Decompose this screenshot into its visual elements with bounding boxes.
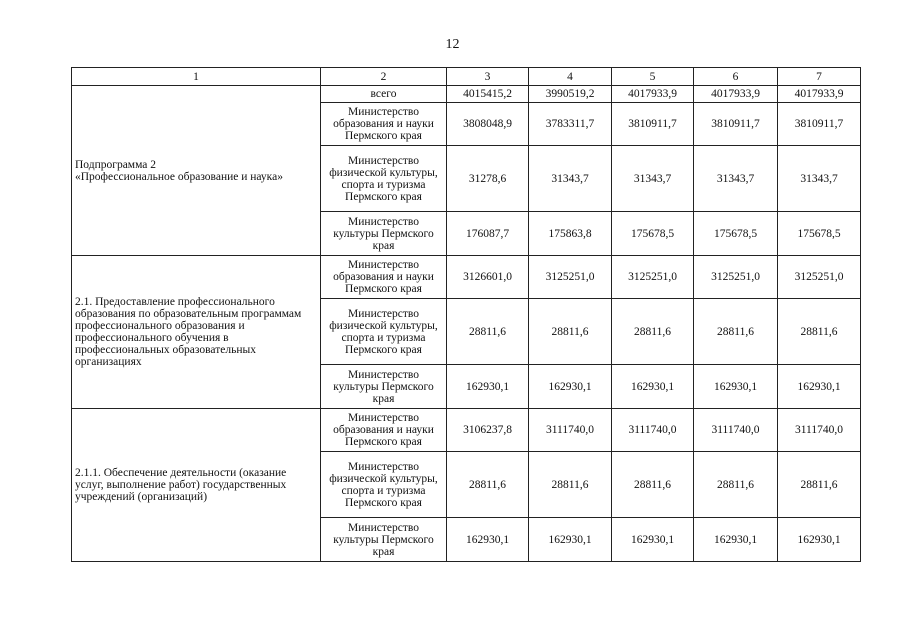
executor-cell: Министерство образования и науки Пермского края [321, 409, 447, 452]
table-row [72, 86, 861, 103]
value-cell: 28811,6 [612, 299, 694, 365]
header-row [72, 68, 861, 86]
value-cell: 28811,6 [529, 299, 612, 365]
value-cell: 31343,7 [694, 146, 778, 212]
value-cell: 3111740,0 [612, 409, 694, 452]
program-title: 2.1. Предоставление профессионального образования по образовательным программам профессионального образования и профессионального обучения в профессиональных образовательных организациях [72, 256, 321, 409]
value-cell: 4015415,2 [447, 86, 529, 103]
value-cell: 3783311,7 [529, 103, 612, 146]
value-cell: 162930,1 [529, 518, 612, 562]
page-number: 12 [445, 37, 460, 52]
executor-cell: Министерство физической культуры, спорта и туризма Пермского края [321, 146, 447, 212]
value-cell: 31343,7 [778, 146, 861, 212]
column-header: 1 [72, 68, 321, 86]
value-cell: 3125251,0 [529, 256, 612, 299]
table-row [72, 256, 861, 299]
value-cell: 4017933,9 [778, 86, 861, 103]
column-header: 4 [529, 68, 612, 86]
value-cell: 31278,6 [447, 146, 529, 212]
value-cell: 31343,7 [529, 146, 612, 212]
value-cell: 3111740,0 [529, 409, 612, 452]
value-cell: 162930,1 [447, 518, 529, 562]
value-cell: 28811,6 [447, 299, 529, 365]
value-cell: 3125251,0 [778, 256, 861, 299]
value-cell: 28811,6 [694, 452, 778, 518]
value-cell: 175678,5 [612, 212, 694, 256]
value-cell: 162930,1 [778, 518, 861, 562]
budget-table [71, 67, 861, 562]
column-header: 5 [612, 68, 694, 86]
executor-cell: Министерство образования и науки Пермского края [321, 103, 447, 146]
value-cell: 162930,1 [529, 365, 612, 409]
column-header: 2 [321, 68, 447, 86]
value-cell: 162930,1 [778, 365, 861, 409]
value-cell: 28811,6 [612, 452, 694, 518]
value-cell: 162930,1 [612, 518, 694, 562]
value-cell: 3810911,7 [612, 103, 694, 146]
value-cell: 162930,1 [694, 518, 778, 562]
value-cell: 28811,6 [778, 452, 861, 518]
value-cell: 28811,6 [778, 299, 861, 365]
value-cell: 3106237,8 [447, 409, 529, 452]
executor-cell: всего [321, 86, 447, 103]
value-cell: 3808048,9 [447, 103, 529, 146]
program-title: 2.1.1. Обеспечение деятельности (оказание услуг, выполнение работ) государственных учреждений (организаций) [72, 409, 321, 562]
value-cell: 3125251,0 [694, 256, 778, 299]
value-cell: 162930,1 [447, 365, 529, 409]
executor-cell: Министерство культуры Пермского края [321, 212, 447, 256]
program-title [72, 86, 321, 256]
value-cell: 3125251,0 [612, 256, 694, 299]
column-header: 6 [694, 68, 778, 86]
value-cell: 28811,6 [447, 452, 529, 518]
column-header: 3 [447, 68, 529, 86]
value-cell: 3126601,0 [447, 256, 529, 299]
value-cell: 3990519,2 [529, 86, 612, 103]
value-cell: 4017933,9 [612, 86, 694, 103]
value-cell: 162930,1 [694, 365, 778, 409]
table-row [72, 409, 861, 452]
value-cell: 3810911,7 [694, 103, 778, 146]
value-cell: 3111740,0 [778, 409, 861, 452]
executor-cell: Министерство физической культуры, спорта и туризма Пермского края [321, 299, 447, 365]
executor-cell: Министерство образования и науки Пермского края [321, 256, 447, 299]
column-header: 7 [778, 68, 861, 86]
value-cell: 175678,5 [778, 212, 861, 256]
value-cell: 4017933,9 [694, 86, 778, 103]
value-cell: 3810911,7 [778, 103, 861, 146]
value-cell: 175863,8 [529, 212, 612, 256]
executor-cell: Министерство культуры Пермского края [321, 518, 447, 562]
value-cell: 175678,5 [694, 212, 778, 256]
executor-cell: Министерство культуры Пермского края [321, 365, 447, 409]
executor-cell: Министерство физической культуры, спорта и туризма Пермского края [321, 452, 447, 518]
value-cell: 31343,7 [612, 146, 694, 212]
program-title-line: Подпрограмма 2 «Профессиональное образование и наука» [75, 158, 283, 183]
value-cell: 162930,1 [612, 365, 694, 409]
value-cell: 28811,6 [694, 299, 778, 365]
value-cell: 28811,6 [529, 452, 612, 518]
value-cell: 3111740,0 [694, 409, 778, 452]
value-cell: 176087,7 [447, 212, 529, 256]
